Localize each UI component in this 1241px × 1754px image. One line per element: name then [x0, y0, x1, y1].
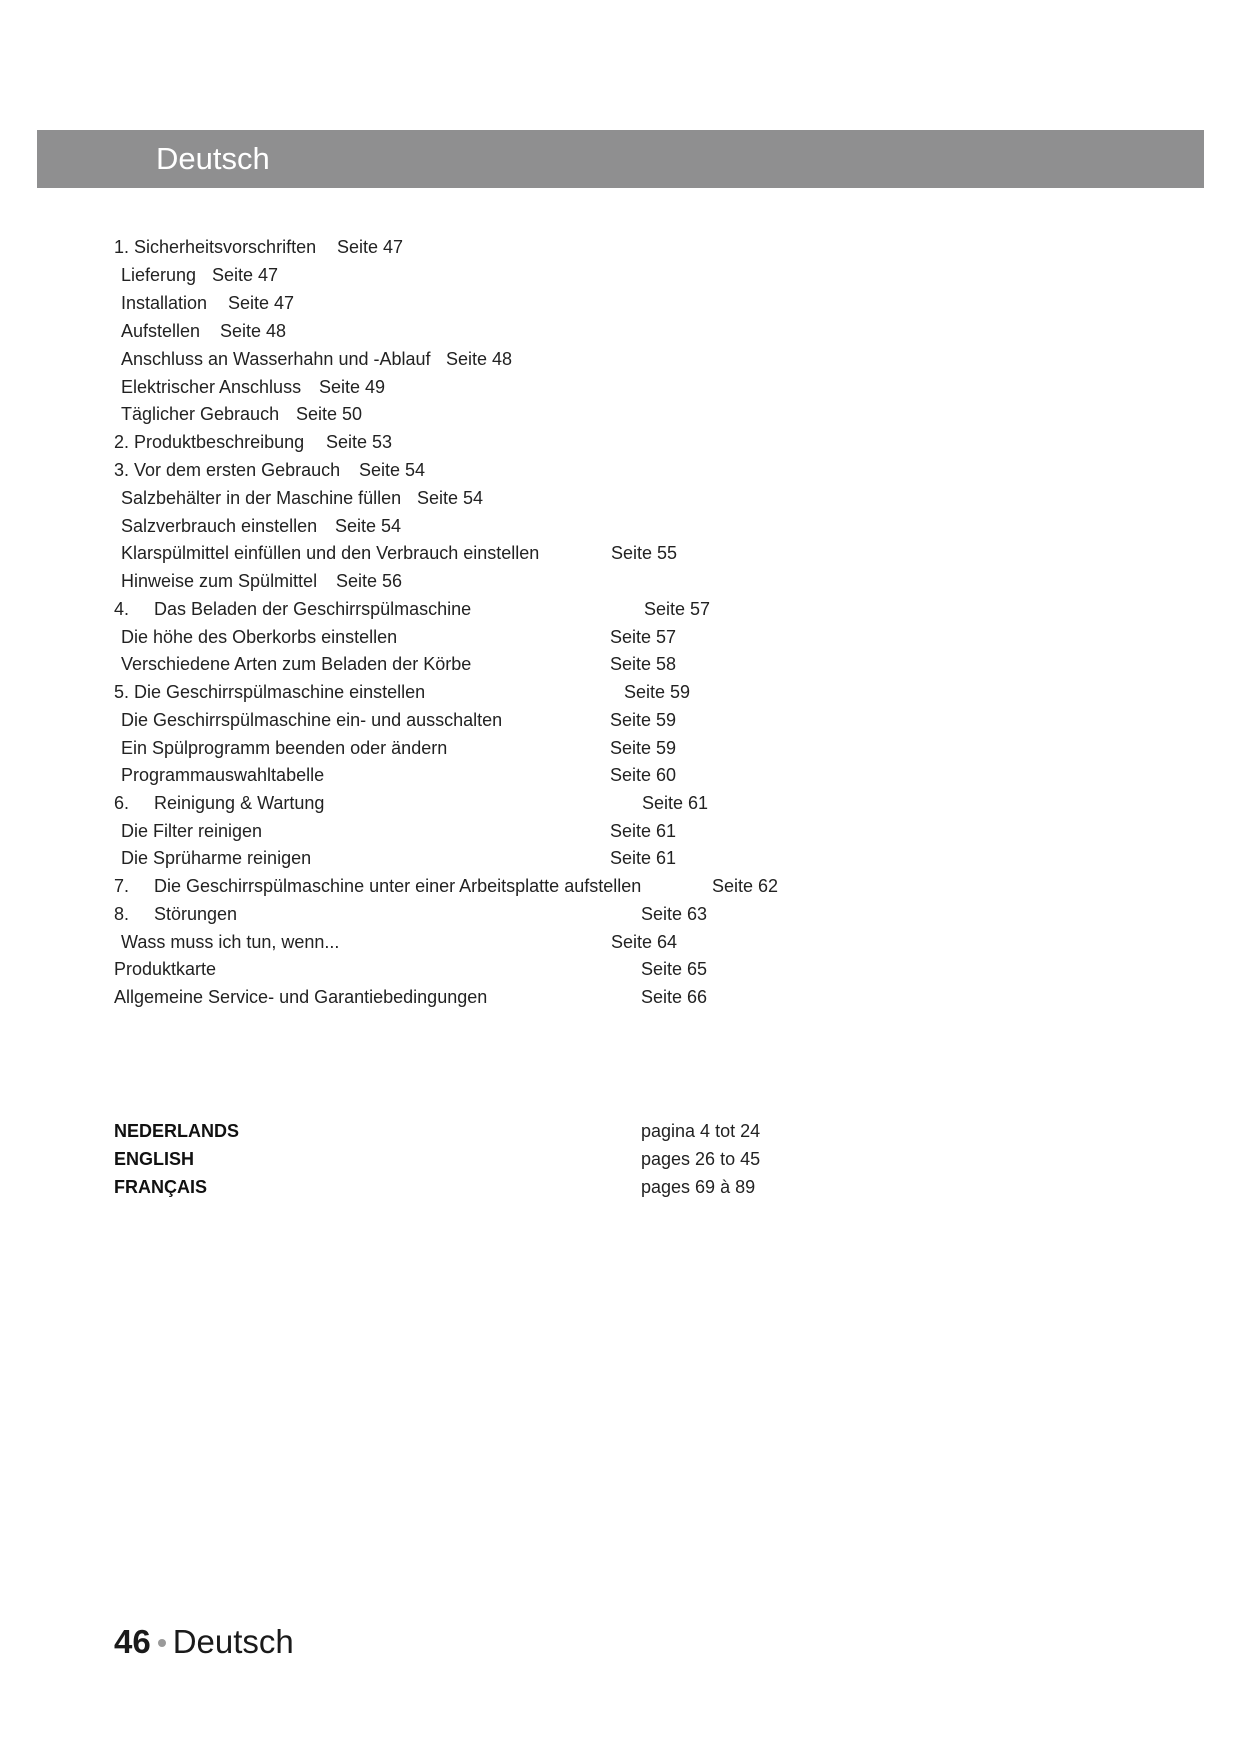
- toc-entry-number: 4.: [114, 599, 130, 619]
- toc-entry-page: Seite 53: [326, 432, 393, 452]
- toc-entry-page: Seite 48: [446, 349, 513, 369]
- language-entry: [114, 1146, 914, 1172]
- toc-entry: [114, 984, 764, 1010]
- toc-entry-label: Hinweise zum Spülmittel: [121, 571, 318, 591]
- toc-entry-label: Reinigung & Wartung: [154, 793, 325, 813]
- toc-entry-page: Seite 57: [610, 627, 677, 647]
- toc-entry-label: Produktkarte: [114, 959, 217, 979]
- toc-entry: [121, 845, 721, 871]
- footer-language: Deutsch: [172, 1623, 294, 1660]
- toc-entry: [121, 707, 721, 733]
- toc-entry: [121, 485, 621, 511]
- toc-entry: [121, 929, 721, 955]
- toc-entry-page: Seite 61: [610, 848, 677, 868]
- toc-entry-label: Die Filter reinigen: [121, 821, 263, 841]
- toc-entry: [114, 457, 614, 483]
- toc-entry-label: Programmauswahltabelle: [121, 765, 325, 785]
- toc-entry-label: Aufstellen: [121, 321, 201, 341]
- toc-entry-page: Seite 59: [610, 738, 677, 758]
- toc-entry-page: Seite 63: [641, 904, 708, 924]
- page-number: 46: [114, 1623, 151, 1660]
- toc-entry-page: Seite 66: [641, 987, 708, 1007]
- language-entry: [114, 1118, 914, 1144]
- toc-entry-page: Seite 61: [610, 821, 677, 841]
- toc-entry: [114, 429, 614, 455]
- toc-entry-label: Störungen: [154, 904, 238, 924]
- toc-entry-page: Seite 65: [641, 959, 708, 979]
- toc-entry-label: Klarspülmittel einfüllen und den Verbrauch einstellen: [121, 543, 540, 563]
- toc-entry: [121, 651, 721, 677]
- bullet-dot-icon: [158, 1639, 166, 1647]
- toc-entry: [121, 346, 621, 372]
- toc-entry: [114, 956, 764, 982]
- toc-entry-label: Wass muss ich tun, wenn...: [121, 932, 340, 952]
- toc-entry-page: Seite 56: [336, 571, 403, 591]
- language-name: FRANÇAIS: [114, 1177, 207, 1197]
- toc-entry-label: Allgemeine Service- und Garantiebedingungen: [114, 987, 488, 1007]
- language-entry: [114, 1174, 914, 1200]
- toc-entry-label: Salzbehälter in der Maschine füllen: [121, 488, 402, 508]
- language-name: NEDERLANDS: [114, 1121, 240, 1141]
- toc-entry: [121, 262, 621, 288]
- toc-entry: [114, 790, 764, 816]
- toc-entry-label: Installation: [121, 293, 208, 313]
- toc-entry-page: Seite 62: [712, 876, 779, 896]
- toc-entry-number: 6.: [114, 793, 130, 813]
- toc-entry-label: Lieferung: [121, 265, 197, 285]
- toc-entry-label: Täglicher Gebrauch: [121, 404, 280, 424]
- toc-entry-page: Seite 55: [611, 543, 678, 563]
- toc-entry-label: Verschiedene Arten zum Beladen der Körbe: [121, 654, 472, 674]
- toc-entry: [121, 318, 621, 344]
- toc-entry: [121, 568, 621, 594]
- toc-entry: [121, 290, 621, 316]
- toc-entry-label: 5. Die Geschirrspülmaschine einstellen: [114, 682, 426, 702]
- toc-entry-label: Die Geschirrspülmaschine unter einer Arbeitsplatte aufstellen: [154, 876, 642, 896]
- toc-entry-page: Seite 54: [335, 516, 402, 536]
- toc-entry-label: Die Geschirrspülmaschine ein- und ausschalten: [121, 710, 503, 730]
- toc-entry: [121, 401, 621, 427]
- toc-entry-label: 1. Sicherheitsvorschriften: [114, 237, 317, 257]
- toc-entry: [114, 873, 814, 899]
- toc-entry: [121, 374, 621, 400]
- toc-entry-page: Seite 58: [610, 654, 677, 674]
- toc-entry: [114, 234, 614, 260]
- toc-entry: [121, 540, 721, 566]
- language-pages: pages 26 to 45: [641, 1149, 761, 1169]
- toc-entry-number: 8.: [114, 904, 130, 924]
- toc-entry: [114, 901, 764, 927]
- language-name: ENGLISH: [114, 1149, 195, 1169]
- toc-entry-page: Seite 47: [212, 265, 279, 285]
- toc-entry-page: Seite 47: [337, 237, 404, 257]
- toc-entry-label: Elektrischer Anschluss: [121, 377, 302, 397]
- toc-entry-label: 2. Produktbeschreibung: [114, 432, 305, 452]
- toc-entry-page: Seite 59: [624, 682, 691, 702]
- language-pages: pagina 4 tot 24: [641, 1121, 761, 1141]
- toc-entry-label: Salzverbrauch einstellen: [121, 516, 318, 536]
- toc-entry-label: 3. Vor dem ersten Gebrauch: [114, 460, 341, 480]
- toc-entry-page: Seite 61: [642, 793, 709, 813]
- toc-entry-page: Seite 47: [228, 293, 295, 313]
- banner-title: Deutsch: [156, 141, 270, 176]
- toc-entry: [121, 624, 721, 650]
- toc-entry: [114, 596, 764, 622]
- toc-entry-label: Die höhe des Oberkorbs einstellen: [121, 627, 398, 647]
- page-footer: [114, 1620, 294, 1664]
- toc-entry: [114, 679, 764, 705]
- toc-entry-page: Seite 57: [644, 599, 711, 619]
- toc-entry-label: Die Sprüharme reinigen: [121, 848, 312, 868]
- toc-entry-label: Ein Spülprogramm beenden oder ändern: [121, 738, 448, 758]
- toc-entry-number: 7.: [114, 876, 130, 896]
- toc-entry-label: Anschluss an Wasserhahn und -Ablauf: [121, 349, 431, 369]
- toc-entry-page: Seite 49: [319, 377, 386, 397]
- toc-entry-page: Seite 54: [417, 488, 484, 508]
- toc-entry-page: Seite 50: [296, 404, 363, 424]
- toc-entry-page: Seite 60: [610, 765, 677, 785]
- toc-entry: [121, 735, 721, 761]
- toc-entry-page: Seite 59: [610, 710, 677, 730]
- toc-entry: [121, 513, 621, 539]
- toc-entry: [121, 818, 721, 844]
- toc-entry-page: Seite 48: [220, 321, 287, 341]
- toc-entry-page: Seite 64: [611, 932, 678, 952]
- language-pages: pages 69 à 89: [641, 1177, 756, 1197]
- toc-entry-page: Seite 54: [359, 460, 426, 480]
- toc-entry: [121, 762, 721, 788]
- toc-entry-label: Das Beladen der Geschirrspülmaschine: [154, 599, 472, 619]
